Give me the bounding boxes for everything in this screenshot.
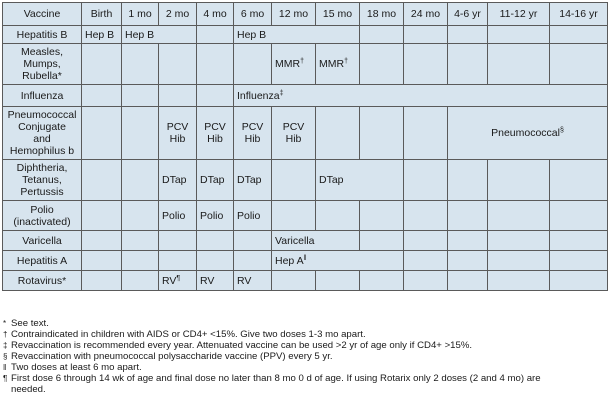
header-1mo: 1 mo (122, 3, 159, 26)
pcv-hib-6mo: PCV Hib (234, 107, 272, 160)
empty-cell (360, 26, 404, 44)
empty-cell (197, 44, 234, 85)
pcv-hib-2mo: PCV Hib (159, 107, 197, 160)
empty-cell (448, 160, 488, 201)
footnote: † Contraindicated in children with AIDS or CD4+ <15%. Give two doses 1-3 mo apart. (3, 329, 366, 340)
header-birth: Birth (82, 3, 122, 26)
empty-cell (550, 26, 608, 44)
empty-cell (550, 271, 608, 291)
empty-cell (122, 107, 159, 160)
row-hepatitis-a (3, 251, 608, 271)
row-polio (3, 201, 608, 231)
empty-cell (488, 271, 550, 291)
empty-cell (488, 44, 550, 85)
empty-cell (122, 44, 159, 85)
rv-2mo: RV¶ (159, 271, 197, 291)
vaccine-name: Polio (inactivated) (3, 201, 82, 231)
hepa-12mo-18mo: Hep $A^ǁ$ (272, 251, 404, 271)
mmr-12mo: MMR† (272, 44, 316, 85)
empty-cell (159, 251, 197, 271)
hepb-1mo-2mo: Hep B (122, 26, 197, 44)
row-dtap (3, 160, 608, 201)
influenza-span: Influenza‡ (234, 85, 608, 107)
header-24mo: 24 mo (404, 3, 448, 26)
empty-cell (82, 231, 122, 251)
header-12mo: 12 mo (272, 3, 316, 26)
footnote: ‡ Revaccination is recommended every year. Attenuated vaccine can be used >2 yr of age only if CD4+ >15%. (3, 340, 473, 351)
vaccine-name: Measles, Mumps, Rubella* (3, 44, 82, 85)
empty-cell (550, 201, 608, 231)
header-18mo: 18 mo (360, 3, 404, 26)
empty-cell (488, 201, 550, 231)
footnote: § Revaccination with pneumococcal polysaccharide vaccine (PPV) every 5 yr. (3, 351, 333, 362)
vaccine-name: Varicella (3, 231, 82, 251)
empty-cell (272, 160, 316, 201)
empty-cell (82, 201, 122, 231)
polio-6mo: Polio (234, 201, 272, 231)
rv-6mo: RV (234, 271, 272, 291)
empty-cell (404, 26, 448, 44)
empty-cell (550, 160, 608, 201)
empty-cell (404, 231, 448, 251)
row-rotavirus (3, 271, 608, 291)
empty-cell (448, 231, 488, 251)
empty-cell (360, 107, 404, 160)
empty-cell (82, 251, 122, 271)
empty-cell (404, 44, 448, 85)
empty-cell (316, 201, 360, 231)
vaccine-name: Hepatitis A (3, 251, 82, 271)
dtap-15mo-18mo: DTap (316, 160, 404, 201)
empty-cell (404, 201, 448, 231)
empty-cell (404, 160, 448, 201)
hepb-birth: Hep B (82, 26, 122, 44)
header-6mo: 6 mo (234, 3, 272, 26)
empty-cell (82, 44, 122, 85)
vaccine-name: Pneumococcal Conjugate and Hemophilus b (3, 107, 82, 160)
vaccine-schedule-table (2, 2, 608, 291)
vaccine-name: Hepatitis B (3, 26, 82, 44)
empty-cell (272, 271, 316, 291)
empty-cell (197, 26, 234, 44)
dtap-2mo: DTap (159, 160, 197, 201)
footnote: ¶ First dose 6 through 14 wk of age and final dose no later than 8 mo 0 d of age. If using Rotarix only 2 doses (2 and 4 mo) are needed. (3, 373, 541, 395)
empty-cell (122, 201, 159, 231)
empty-cell (404, 107, 448, 160)
mmr-15mo: MMR† (316, 44, 360, 85)
empty-cell (316, 271, 360, 291)
header-14-16yr: 14-16 yr (550, 3, 608, 26)
empty-cell (82, 160, 122, 201)
header-row (3, 3, 608, 26)
empty-cell (448, 251, 488, 271)
hepb-6mo-15mo: Hep B (234, 26, 360, 44)
empty-cell (448, 201, 488, 231)
empty-cell (159, 231, 197, 251)
empty-cell (197, 231, 234, 251)
header-11-12yr: 11-12 yr (488, 3, 550, 26)
empty-cell (82, 271, 122, 291)
header-2mo: 2 mo (159, 3, 197, 26)
empty-cell (360, 44, 404, 85)
empty-cell (159, 85, 197, 107)
empty-cell (122, 85, 159, 107)
empty-cell (360, 271, 404, 291)
empty-cell (234, 44, 272, 85)
footnote: ǁ Two doses at least 6 mo apart. (3, 362, 142, 373)
empty-cell (122, 271, 159, 291)
empty-cell (448, 26, 488, 44)
empty-cell (82, 107, 122, 160)
row-mmr (3, 44, 608, 85)
empty-cell (122, 231, 159, 251)
empty-cell (272, 201, 316, 231)
empty-cell (550, 251, 608, 271)
row-hepatitis-b (3, 26, 608, 44)
pcv-hib-12mo: PCV Hib (272, 107, 316, 160)
vaccine-name: Diphtheria, Tetanus, Pertussis (3, 160, 82, 201)
footnotes (3, 318, 565, 395)
empty-cell (404, 251, 448, 271)
varicella-12mo-15mo: Varicella (272, 231, 360, 251)
empty-cell (122, 251, 159, 271)
row-varicella (3, 231, 608, 251)
empty-cell (234, 231, 272, 251)
empty-cell (360, 231, 404, 251)
pcv-hib-4mo: PCV Hib (197, 107, 234, 160)
polio-4mo: Polio (197, 201, 234, 231)
header-4mo: 4 mo (197, 3, 234, 26)
dtap-6mo: DTap (234, 160, 272, 201)
vaccine-name: Influenza (3, 85, 82, 107)
empty-cell (82, 85, 122, 107)
empty-cell (316, 107, 360, 160)
empty-cell (122, 160, 159, 201)
header-15mo: 15 mo (316, 3, 360, 26)
row-influenza (3, 85, 608, 107)
empty-cell (488, 251, 550, 271)
dtap-4mo: DTap (197, 160, 234, 201)
polio-2mo: Polio (159, 201, 197, 231)
empty-cell (550, 44, 608, 85)
empty-cell (488, 160, 550, 201)
header-4-6yr: 4-6 yr (448, 3, 488, 26)
empty-cell (488, 26, 550, 44)
empty-cell (360, 201, 404, 231)
pneumococcal-adolescent: Pneumococcal§ (448, 107, 608, 160)
empty-cell (404, 271, 448, 291)
empty-cell (234, 251, 272, 271)
empty-cell (448, 44, 488, 85)
empty-cell (488, 231, 550, 251)
empty-cell (197, 251, 234, 271)
empty-cell (159, 44, 197, 85)
row-pneumococcal-hib (3, 107, 608, 160)
rv-4mo: RV (197, 271, 234, 291)
header-vaccine: Vaccine (3, 3, 82, 26)
vaccine-name: Rotavirus* (3, 271, 82, 291)
empty-cell (197, 85, 234, 107)
empty-cell (448, 271, 488, 291)
empty-cell (550, 231, 608, 251)
footnote: * See text. (3, 318, 49, 329)
